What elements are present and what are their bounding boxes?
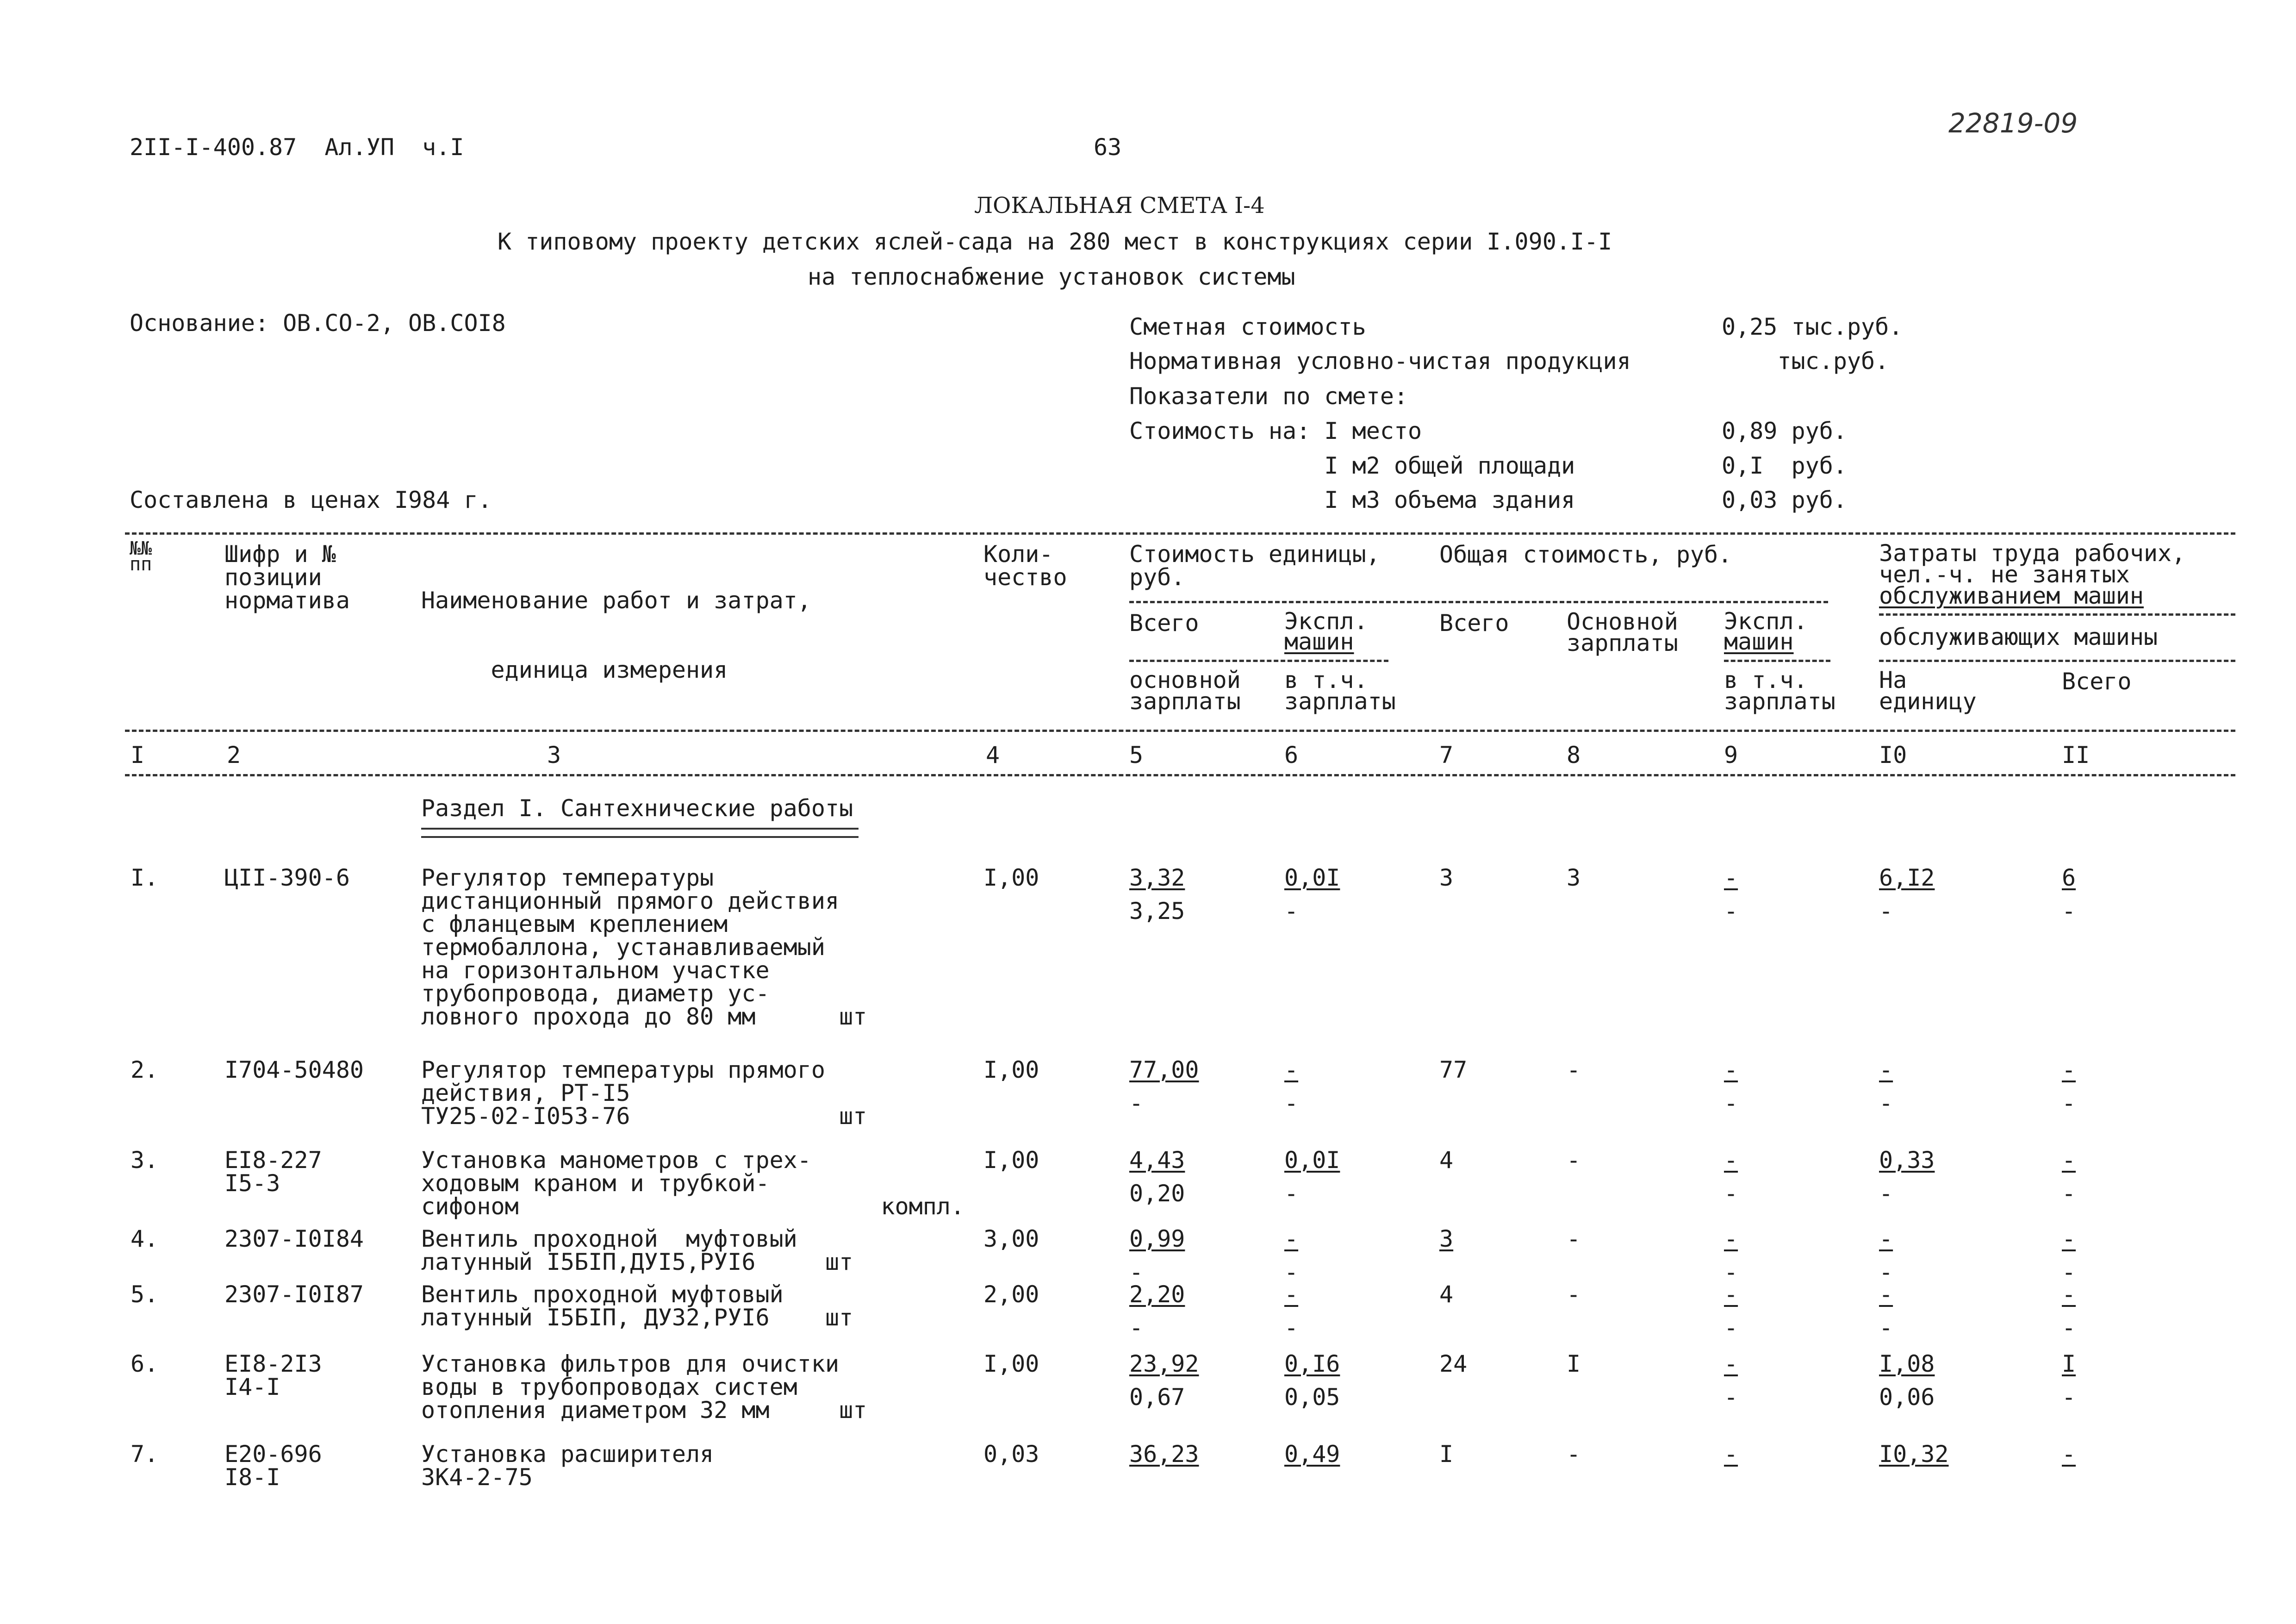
row-c11-total: - — [2062, 1225, 2076, 1252]
row-c10-total: I,08 — [1879, 1350, 1935, 1377]
row-code: I4-I — [224, 1374, 280, 1400]
hdr-unit-cost — [1129, 543, 1380, 589]
row-c5-total: 4,43 — [1129, 1147, 1185, 1174]
page-number: 63 — [1094, 134, 1122, 161]
row-c6-total: 0,I6 — [1284, 1350, 1340, 1377]
hdr-line: чество — [983, 564, 1067, 591]
row-name-line: Регулятор температуры прямого — [421, 1056, 825, 1083]
row-c11-wage: - — [2062, 1090, 2076, 1117]
row-c11-total: - — [2062, 1281, 2076, 1308]
hdr-line: №№ — [130, 538, 152, 559]
row-name-line: Вентиль проходной муфтовый — [421, 1225, 797, 1252]
row-c6-wage: - — [1284, 1314, 1299, 1341]
row-c5-total: 3,32 — [1129, 864, 1185, 891]
header-bottom-rule — [125, 730, 2235, 732]
row-name-line: отопления диаметром 32 мм шт — [421, 1397, 867, 1424]
header-rule — [1724, 660, 1830, 662]
row-c10-wage: - — [1879, 1180, 1893, 1207]
hdr-line: Экспл. — [1724, 608, 1808, 635]
row-c6-total: - — [1284, 1281, 1299, 1308]
hdr-line: основной — [1129, 667, 1241, 693]
header-rule — [1879, 613, 2235, 616]
info-value: тыс.руб. — [1722, 348, 1889, 375]
info-label: Стоимость на: I место — [1129, 418, 1422, 444]
basis-text: Основание: ОВ.СО-2, ОВ.СОI8 — [130, 310, 506, 337]
row-c8: I — [1567, 1350, 1581, 1377]
row-c7: 3 — [1439, 864, 1454, 891]
row-c5-wage: 3,25 — [1129, 898, 1185, 924]
hdr-expl — [1284, 608, 1368, 655]
row-name-line: Регулятор температуры — [421, 864, 714, 891]
info-label: Сметная стоимость — [1129, 313, 1366, 340]
row-name-line: ТУ25-02-I053-76 шт — [421, 1103, 867, 1130]
row-name-line: термобаллона, устанавливаемый — [421, 934, 825, 961]
hdr-line: Стоимость единицы, — [1129, 541, 1380, 568]
row-qty: I,00 — [983, 1147, 1039, 1174]
row-name-line: действия, РТ-I5 — [421, 1080, 630, 1106]
hdr-vtch-total — [1724, 667, 1836, 715]
doc-subtitle-2: на теплоснабжение установок системы — [808, 263, 1295, 290]
col-number: 5 — [1129, 742, 1144, 768]
row-qty: I,00 — [983, 1056, 1039, 1083]
row-c10-wage: 0,06 — [1879, 1384, 1935, 1411]
row-c8: - — [1567, 1147, 1581, 1174]
row-c10-wage: - — [1879, 1314, 1893, 1341]
row-name-line: с фланцевым креплением — [421, 911, 728, 937]
hdr-vsego-total: Всего — [1439, 610, 1509, 637]
col-numbers-rule — [125, 774, 2235, 776]
row-c6-total: 0,49 — [1284, 1441, 1340, 1468]
row-c9-wage: - — [1724, 1180, 1738, 1207]
row-c7: 24 — [1439, 1350, 1468, 1377]
row-number: 7. — [131, 1441, 159, 1468]
hdr-line: в т.ч. — [1724, 667, 1808, 693]
hdr-line: зарплаты — [1284, 688, 1396, 715]
info-label: Показатели по смете: — [1129, 383, 1408, 410]
hdr-labor-2: обслуживающих машины — [1879, 624, 2158, 650]
info-label: I м3 объема здания — [1129, 487, 1575, 513]
hdr-num — [130, 538, 152, 575]
hdr-line: пп — [130, 554, 152, 575]
document-code: 2II-I-400.87 Ал.УП ч.I — [130, 134, 464, 161]
row-code: I5-3 — [224, 1170, 280, 1197]
hdr-line: зарплаты — [1567, 630, 1678, 656]
hdr-line: Шифр и № — [224, 541, 336, 568]
hdr-labor — [1879, 540, 2186, 609]
row-c11-wage: - — [2062, 1384, 2076, 1411]
row-c7: 3 — [1439, 1225, 1454, 1252]
row-c8: - — [1567, 1441, 1581, 1468]
info-label: I м2 общей площади — [1129, 452, 1575, 479]
hdr-osnov — [1567, 608, 1678, 656]
row-c9-total: - — [1724, 1350, 1738, 1377]
row-c9-wage: - — [1724, 1384, 1738, 1411]
row-c6-wage: - — [1284, 1180, 1299, 1207]
row-name-line: ЗК4-2-75 — [421, 1464, 533, 1491]
hdr-line: чел.-ч. не занятых — [1879, 561, 2130, 588]
row-c8: - — [1567, 1225, 1581, 1252]
row-c9-wage: - — [1724, 1314, 1738, 1341]
row-c6-wage: - — [1284, 898, 1299, 924]
prices-text: Составлена в ценах I984 г. — [130, 487, 492, 513]
info-value: 0,I руб. — [1722, 452, 1847, 479]
hdr-na-edinicu — [1879, 667, 1977, 715]
row-c5-total: 36,23 — [1129, 1441, 1199, 1468]
row-c11-wage: - — [2062, 1259, 2076, 1286]
hdr-name — [421, 543, 811, 728]
row-number: I. — [131, 864, 159, 891]
row-c11-wage: - — [2062, 1180, 2076, 1207]
row-c11-total: I — [2062, 1350, 2076, 1377]
row-c11-total: - — [2062, 1441, 2076, 1468]
row-c10-wage: - — [1879, 1090, 1893, 1117]
row-c5-wage: 0,67 — [1129, 1384, 1185, 1411]
section-underline — [421, 828, 859, 838]
row-code: 2307-I0I84 — [224, 1225, 364, 1252]
row-c10-total: - — [1879, 1225, 1893, 1252]
hdr-vsego: Всего — [1129, 610, 1199, 637]
hdr-code — [224, 543, 350, 612]
row-code: ЕI8-227 — [224, 1147, 322, 1174]
row-c5-total: 2,20 — [1129, 1281, 1185, 1308]
row-name-line: Установка расширителя — [421, 1441, 714, 1468]
row-c6-total: 0,0I — [1284, 1147, 1340, 1174]
row-c9-wage: - — [1724, 1090, 1738, 1117]
row-c5-wage: - — [1129, 1314, 1144, 1341]
row-number: 3. — [131, 1147, 159, 1174]
row-c9-total: - — [1724, 1441, 1738, 1468]
hdr-total-cost: Общая стоимость, руб. — [1439, 541, 1732, 568]
row-c9-total: - — [1724, 1147, 1738, 1174]
col-number: 8 — [1567, 742, 1581, 768]
row-name-line: латунный I5БIП, ДУ32,РУI6 шт — [421, 1304, 853, 1331]
doc-subtitle: К типовому проекту детских яслей-сада на 280 мест в конструкциях серии I.090.I-I — [498, 228, 1612, 255]
row-c7: 77 — [1439, 1056, 1468, 1083]
hdr-line: единицу — [1879, 688, 1977, 715]
row-c11-wage: - — [2062, 898, 2076, 924]
col-number: I0 — [1879, 742, 1907, 768]
row-c10-total: 0,33 — [1879, 1147, 1935, 1174]
col-number: 9 — [1724, 742, 1738, 768]
row-code: ЕI8-2I3 — [224, 1350, 322, 1377]
row-name-line: Установка фильтров для очистки — [421, 1350, 840, 1377]
hdr-qty — [983, 543, 1067, 589]
hdr-vtch — [1284, 667, 1396, 715]
row-qty: 3,00 — [983, 1225, 1039, 1252]
row-name-line: ловного прохода до 80 мм шт — [421, 1003, 867, 1030]
hdr-line: На — [1879, 667, 1907, 693]
row-c5-total: 23,92 — [1129, 1350, 1199, 1377]
hdr-line: Наименование работ и затрат, — [421, 587, 811, 614]
row-c7: I — [1439, 1441, 1454, 1468]
row-name-line: на горизонтальном участке — [421, 957, 770, 984]
row-number: 2. — [131, 1056, 159, 1083]
row-c9-wage: - — [1724, 1259, 1738, 1286]
header-rule — [1879, 660, 2235, 662]
hdr-vsego-labor: Всего — [2062, 668, 2132, 695]
row-code: 2307-I0I87 — [224, 1281, 364, 1308]
col-number: 4 — [986, 742, 1000, 768]
col-number: 2 — [227, 742, 241, 768]
row-number: 4. — [131, 1225, 159, 1252]
col-number: 7 — [1439, 742, 1454, 768]
row-c11-total: - — [2062, 1147, 2076, 1174]
hdr-line: Коли- — [983, 541, 1053, 568]
row-c10-wage: - — [1879, 898, 1893, 924]
hdr-line: норматива — [224, 587, 350, 614]
hdr-line: Основной — [1567, 608, 1678, 635]
row-name-line: воды в трубопроводах систем — [421, 1374, 797, 1400]
col-number: 6 — [1284, 742, 1299, 768]
row-c10-total: I0,32 — [1879, 1441, 1949, 1468]
header-top-rule — [125, 532, 2235, 535]
row-qty: I,00 — [983, 864, 1039, 891]
row-c5-wage: - — [1129, 1259, 1144, 1286]
info-label: Нормативная условно-чистая продукция — [1129, 348, 1631, 375]
row-code: I704-50480 — [224, 1056, 364, 1083]
hdr-line: позиции — [224, 564, 322, 591]
row-c6-total: 0,0I — [1284, 864, 1340, 891]
hdr-line: зарплаты — [1724, 688, 1836, 715]
hdr-line: единица измерения — [421, 656, 728, 683]
row-code: ЦII-390-6 — [224, 864, 350, 891]
row-number: 5. — [131, 1281, 159, 1308]
row-c6-wage: 0,05 — [1284, 1384, 1340, 1411]
row-c7: 4 — [1439, 1147, 1454, 1174]
row-c10-total: - — [1879, 1056, 1893, 1083]
col-number: II — [2062, 742, 2090, 768]
info-value: 0,25 тыс.руб. — [1722, 313, 1903, 340]
row-c8: - — [1567, 1281, 1581, 1308]
hdr-line: машин — [1724, 628, 1794, 655]
row-c6-total: - — [1284, 1056, 1299, 1083]
row-c9-total: - — [1724, 864, 1738, 891]
row-name-line: ходовым краном и трубкой- — [421, 1170, 770, 1197]
hdr-line: Экспл. — [1284, 608, 1368, 635]
row-c11-wage: - — [2062, 1314, 2076, 1341]
hdr-line: в т.ч. — [1284, 667, 1368, 693]
row-c8: - — [1567, 1056, 1581, 1083]
hdr-line: машин — [1284, 628, 1354, 655]
hdr-line: обслуживанием машин — [1879, 582, 2144, 609]
row-c6-total: - — [1284, 1225, 1299, 1252]
row-c11-total: - — [2062, 1056, 2076, 1083]
col-number: I — [131, 742, 145, 768]
row-qty: 0,03 — [983, 1441, 1039, 1468]
row-number: 6. — [131, 1350, 159, 1377]
row-c8: 3 — [1567, 864, 1581, 891]
row-c5-wage: - — [1129, 1090, 1144, 1117]
row-c10-wage: - — [1879, 1259, 1893, 1286]
hdr-line: руб. — [1129, 564, 1185, 591]
header-rule — [1129, 601, 1828, 603]
row-c7: 4 — [1439, 1281, 1454, 1308]
row-c10-total: - — [1879, 1281, 1893, 1308]
col-number: 3 — [547, 742, 561, 768]
section-title: Раздел I. Сантехнические работы — [421, 795, 853, 822]
hdr-expl-total — [1724, 608, 1808, 655]
row-c9-total: - — [1724, 1281, 1738, 1308]
row-code: I8-I — [224, 1464, 280, 1491]
hdr-osnovnoy — [1129, 667, 1241, 715]
row-c10-total: 6,I2 — [1879, 864, 1935, 891]
row-c9-wage: - — [1724, 898, 1738, 924]
row-qty: I,00 — [983, 1350, 1039, 1377]
row-name-line: дистанционный прямого действия — [421, 887, 840, 914]
row-c5-wage: 0,20 — [1129, 1180, 1185, 1207]
hdr-line: Затраты труда рабочих, — [1879, 540, 2186, 567]
row-c11-total: 6 — [2062, 864, 2076, 891]
row-name-line: Вентиль проходной муфтовый — [421, 1281, 784, 1308]
info-value: 0,89 руб. — [1722, 418, 1847, 444]
row-name-line: латунный I5БIП,ДУI5,РУI6 шт — [421, 1249, 853, 1275]
row-name-line: трубопровода, диаметр ус- — [421, 980, 770, 1007]
row-c5-total: 0,99 — [1129, 1225, 1185, 1252]
row-qty: 2,00 — [983, 1281, 1039, 1308]
row-c9-total: - — [1724, 1056, 1738, 1083]
handwritten-number: 22819-09 — [1948, 107, 2078, 139]
doc-title: ЛОКАЛЬНАЯ СМЕТА I-4 — [974, 193, 1265, 219]
row-name-line: сифоном компл. — [421, 1193, 964, 1220]
info-value: 0,03 руб. — [1722, 487, 1847, 513]
row-c5-total: 77,00 — [1129, 1056, 1199, 1083]
row-c6-wage: - — [1284, 1259, 1299, 1286]
hdr-line: зарплаты — [1129, 688, 1241, 715]
row-c6-wage: - — [1284, 1090, 1299, 1117]
row-code: Е20-696 — [224, 1441, 322, 1468]
row-c9-total: - — [1724, 1225, 1738, 1252]
row-name-line: Установка манометров с трех- — [421, 1147, 811, 1174]
header-rule — [1129, 660, 1388, 662]
